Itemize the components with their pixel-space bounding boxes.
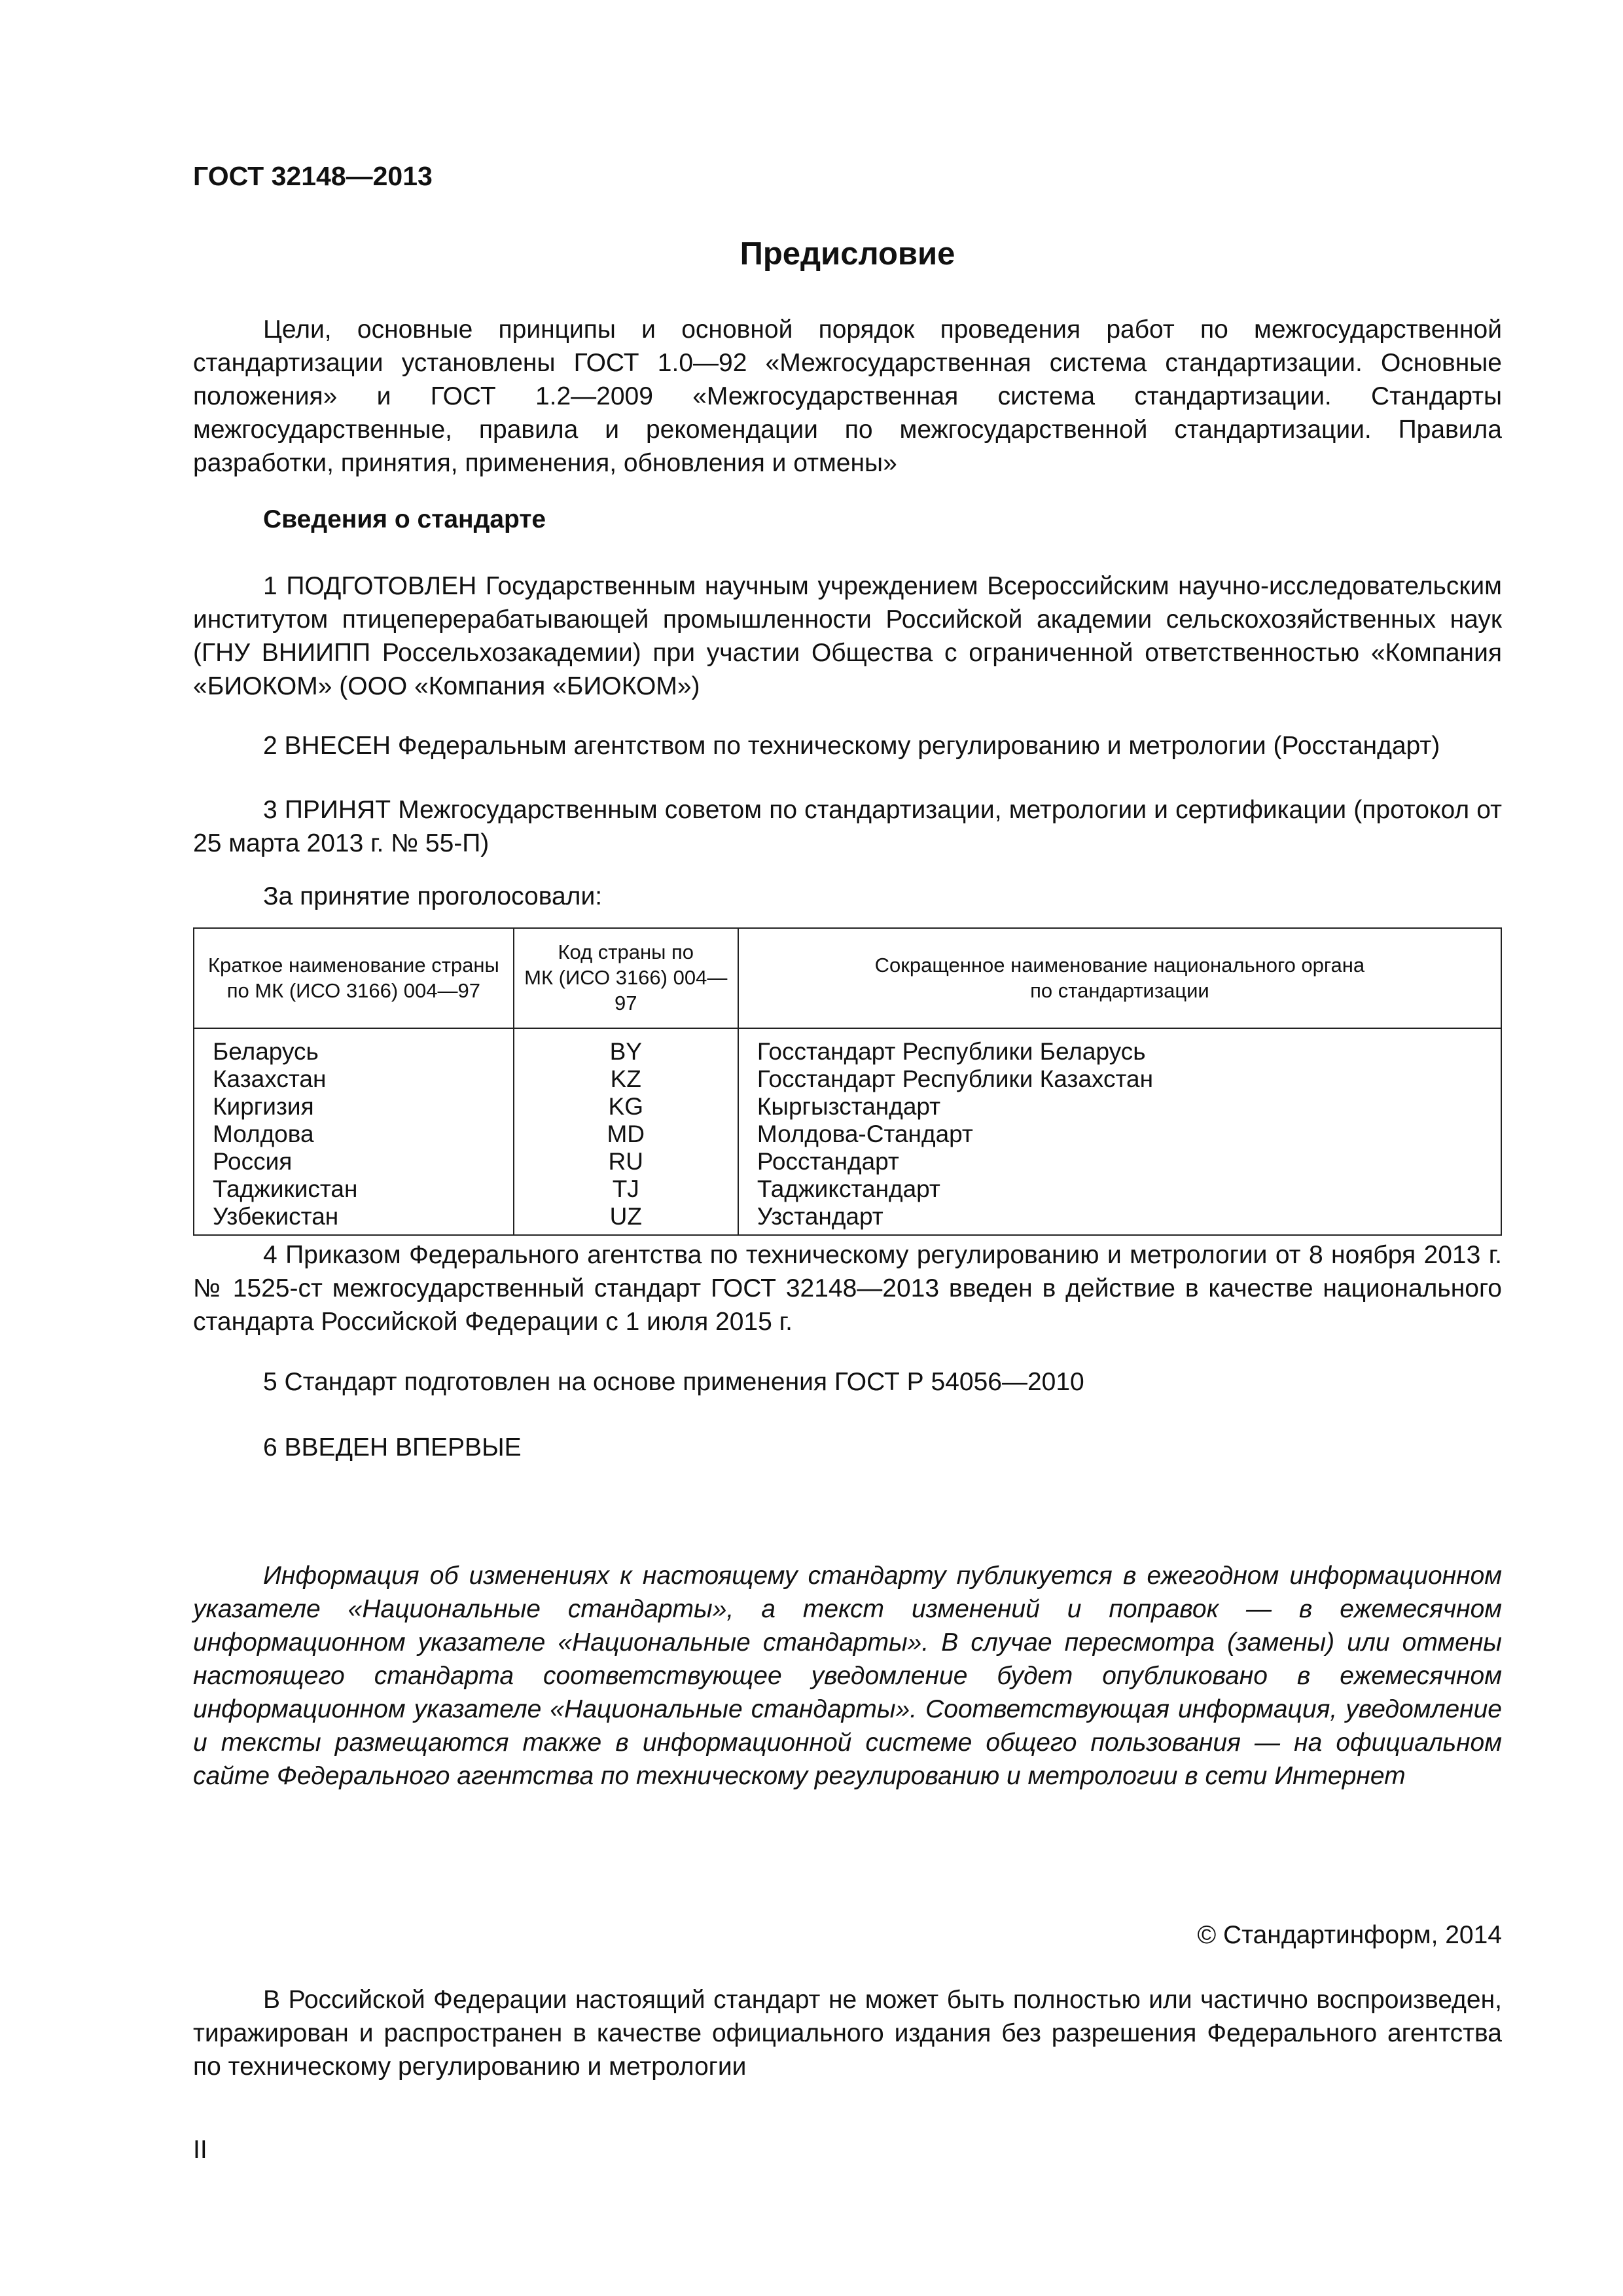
code-cell: KG <box>514 1093 738 1121</box>
info-item-6: 6 ВВЕДЕН ВПЕРВЫЕ <box>263 1433 522 1462</box>
body-cell: Росстандарт <box>738 1148 1501 1175</box>
table-row <box>194 1121 1501 1148</box>
table-row <box>194 1148 1501 1175</box>
info-item-3: 3 ПРИНЯТ Межгосударственным советом по стандартизации, метрологии и сертификации (протокол от 25 марта 2013 г. № 55-П) <box>193 796 1502 857</box>
header-country-line2: по МК (ИСО 3166) 004—97 <box>226 978 480 1002</box>
body-cell: Госстандарт Республики Беларусь <box>738 1028 1501 1066</box>
header-body-line1: Сокращенное наименование национального органа <box>874 953 1365 977</box>
body-cell: Таджикстандарт <box>738 1175 1501 1203</box>
header-country-line1: Краткое наименование страны <box>207 953 499 977</box>
body-cell: Кыргызстандарт <box>738 1093 1501 1121</box>
country-cell: Киргизия <box>194 1093 514 1121</box>
country-cell: Россия <box>194 1148 514 1175</box>
code-cell: BY <box>514 1028 738 1066</box>
info-item-1: 1 ПОДГОТОВЛЕН Государственным научным учреждением Всероссийским научно-исследовательским институтом птицеперерабатывающей промышленности Российской академии сельскохозяйственных наук (ГНУ ВНИИПП Россельхозакадемии) при участии Общества с ограниченной ответственностью «Компания «БИОКОМ» (ООО «Компания «БИОКОМ») <box>193 572 1502 700</box>
standard-code: ГОСТ 32148—2013 <box>193 161 433 191</box>
info-item-2: 2 ВНЕСЕН Федеральным агентством по техническому регулированию и метрологии (Росстандарт) <box>263 732 1440 760</box>
votes-table <box>193 927 1502 1236</box>
changes-notice: Информация об изменениях к настоящему стандарту публикуется в ежегодном информационном указателе «Национальные стандарты», а текст изменений и поправок — в ежемесячном информационном указателе «Национальные стандарты». В случае пересмотра (замены) или отмены настоящего стандарта соответствующее уведомление будет опубликовано в ежемесячном информационном указателе «Национальные стандарты». Соответствующая информация, уведомление и тексты размещаются также в информационной системе общего пользования — на официальном сайте Федерального агентства по техническому регулированию и метрологии в сети Интернет <box>193 1562 1502 1790</box>
code-cell: RU <box>514 1148 738 1175</box>
header-body <box>738 928 1501 1028</box>
reproduction-notice: В Российской Федерации настоящий стандарт не может быть полностью или частично воспроизведен, тиражирован и распространен в качестве официального издания без разрешения Федерального агентства по техническому регулированию и метрологии <box>193 1986 1502 2081</box>
code-cell: KZ <box>514 1066 738 1093</box>
copyright: © Стандартинформ, 2014 <box>1197 1921 1502 1949</box>
table-row <box>194 1093 1501 1121</box>
country-cell: Узбекистан <box>194 1203 514 1235</box>
country-cell: Молдова <box>194 1121 514 1148</box>
body-cell: Госстандарт Республики Казахстан <box>738 1066 1501 1093</box>
info-item-4: 4 Приказом Федерального агентства по техническому регулированию и метрологии от 8 ноября 2013 г. № 1525-ст межгосударственный стандарт ГОСТ 32148—2013 введен в действие в качестве национального стандарта Российской Федерации с 1 июля 2015 г. <box>193 1241 1502 1336</box>
table-row <box>194 1028 1501 1066</box>
table-row <box>194 1175 1501 1203</box>
code-cell: UZ <box>514 1203 738 1235</box>
header-country <box>194 928 514 1028</box>
code-cell: MD <box>514 1121 738 1148</box>
document-page <box>193 0 1502 2296</box>
vote-lead: За принятие проголосовали: <box>263 882 603 910</box>
body-cell: Узстандарт <box>738 1203 1501 1235</box>
code-cell: TJ <box>514 1175 738 1203</box>
country-cell: Беларусь <box>194 1028 514 1066</box>
header-body-line2: по стандартизации <box>1030 978 1209 1002</box>
page-number: II <box>193 2136 207 2164</box>
preface-intro: Цели, основные принципы и основной порядок проведения работ по межгосударственной стандартизации установлены ГОСТ 1.0—92 «Межгосударственная система стандартизации. Основные положения» и ГОСТ 1.2—2009 «Межгосударственная система стандартизации. Стандарты межгосударственные, правила и рекомендации по межгосударственной стандартизации. Правила разработки, принятия, применения, обновления и отмены» <box>193 315 1502 477</box>
body-cell: Молдова-Стандарт <box>738 1121 1501 1148</box>
header-code-line2: МК (ИСО 3166) 004—97 <box>524 966 728 1014</box>
table-row <box>194 1203 1501 1235</box>
info-item-5: 5 Стандарт подготовлен на основе применения ГОСТ Р 54056—2010 <box>263 1368 1084 1396</box>
header-code <box>514 928 738 1028</box>
header-code-line1: Код страны по <box>558 941 694 963</box>
info-heading: Сведения о стандарте <box>263 505 546 533</box>
table-row <box>194 1066 1501 1093</box>
country-cell: Казахстан <box>194 1066 514 1093</box>
votes-table-header-row <box>194 928 1501 1028</box>
country-cell: Таджикистан <box>194 1175 514 1203</box>
preface-title: Предисловие <box>740 236 955 272</box>
